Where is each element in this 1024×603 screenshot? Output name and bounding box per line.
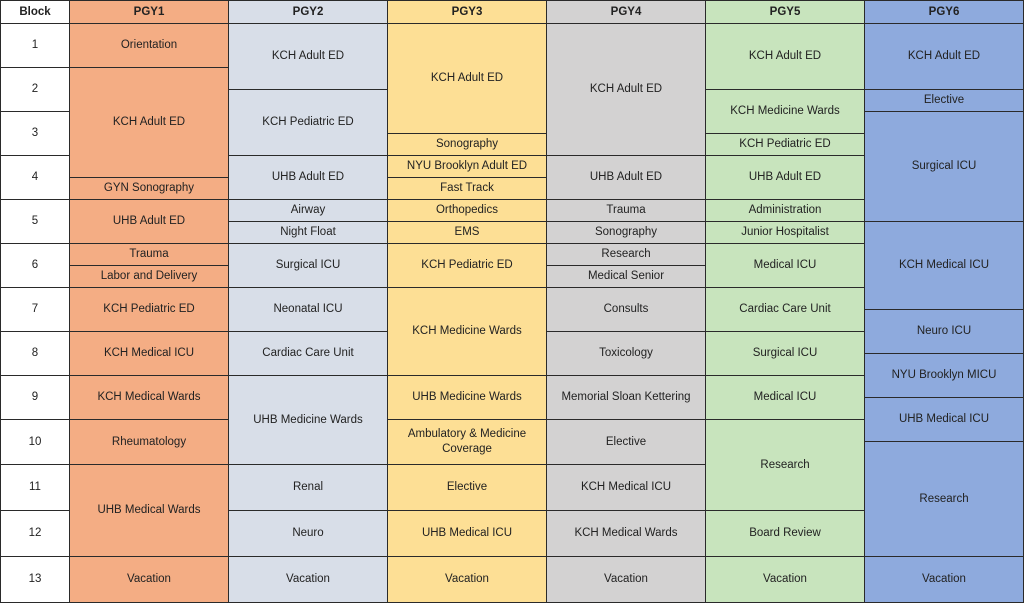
pgy5-rotation: Surgical ICU — [705, 331, 865, 376]
pgy3-rotation: Orthopedics — [387, 199, 547, 222]
pgy2-rotation: Renal — [228, 464, 388, 511]
pgy1-rotation: Labor and Delivery — [69, 265, 229, 288]
pgy4-rotation: Toxicology — [546, 331, 706, 376]
pgy6-rotation: KCH Medical ICU — [864, 221, 1024, 310]
header-pgy4: PGY4 — [546, 0, 706, 24]
pgy6-rotation: Research — [864, 441, 1024, 557]
block-number: 5 — [0, 199, 70, 244]
header-pgy5: PGY5 — [705, 0, 865, 24]
pgy2-rotation: Cardiac Care Unit — [228, 331, 388, 376]
pgy2-rotation: Night Float — [228, 221, 388, 244]
block-number: 1 — [0, 23, 70, 68]
block-number: 6 — [0, 243, 70, 288]
pgy3-rotation: Ambulatory & Medicine Coverage — [387, 419, 547, 465]
pgy1-rotation: Vacation — [69, 556, 229, 603]
block-number: 7 — [0, 287, 70, 332]
block-number: 9 — [0, 375, 70, 420]
pgy1-rotation: Trauma — [69, 243, 229, 266]
pgy4-rotation: Trauma — [546, 199, 706, 222]
pgy4-rotation: Vacation — [546, 556, 706, 603]
pgy6-rotation: Elective — [864, 89, 1024, 112]
block-number: 12 — [0, 510, 70, 557]
pgy4-rotation: KCH Medical Wards — [546, 510, 706, 557]
pgy4-rotation: Research — [546, 243, 706, 266]
pgy2-rotation: Airway — [228, 199, 388, 222]
pgy1-rotation: Rheumatology — [69, 419, 229, 465]
pgy4-rotation: Medical Senior — [546, 265, 706, 288]
pgy3-rotation: EMS — [387, 221, 547, 244]
pgy5-rotation: Board Review — [705, 510, 865, 557]
pgy6-rotation: Surgical ICU — [864, 111, 1024, 222]
pgy3-rotation: UHB Medical ICU — [387, 510, 547, 557]
pgy3-rotation: KCH Adult ED — [387, 23, 547, 134]
pgy6-rotation: KCH Adult ED — [864, 23, 1024, 90]
pgy6-rotation: Vacation — [864, 556, 1024, 603]
pgy1-rotation: KCH Pediatric ED — [69, 287, 229, 332]
pgy2-rotation: UHB Medicine Wards — [228, 375, 388, 465]
pgy4-rotation: Consults — [546, 287, 706, 332]
block-number: 13 — [0, 556, 70, 603]
pgy3-rotation: NYU Brooklyn Adult ED — [387, 155, 547, 178]
pgy5-rotation: Vacation — [705, 556, 865, 603]
pgy5-rotation: KCH Medicine Wards — [705, 89, 865, 134]
pgy5-rotation: Medical ICU — [705, 243, 865, 288]
pgy6-rotation: Neuro ICU — [864, 309, 1024, 354]
pgy4-rotation: Sonography — [546, 221, 706, 244]
block-number: 10 — [0, 419, 70, 465]
block-number: 11 — [0, 464, 70, 511]
pgy4-rotation: KCH Medical ICU — [546, 464, 706, 511]
pgy2-rotation: UHB Adult ED — [228, 155, 388, 200]
pgy4-rotation: KCH Adult ED — [546, 23, 706, 156]
pgy5-rotation: KCH Adult ED — [705, 23, 865, 90]
pgy5-rotation: Cardiac Care Unit — [705, 287, 865, 332]
header-pgy3: PGY3 — [387, 0, 547, 24]
pgy4-rotation: UHB Adult ED — [546, 155, 706, 200]
pgy6-rotation: UHB Medical ICU — [864, 397, 1024, 442]
header-pgy6: PGY6 — [864, 0, 1024, 24]
pgy6-rotation: NYU Brooklyn MICU — [864, 353, 1024, 398]
pgy5-rotation: Administration — [705, 199, 865, 222]
pgy3-rotation: Elective — [387, 464, 547, 511]
pgy1-rotation: Orientation — [69, 23, 229, 68]
pgy1-rotation: KCH Medical ICU — [69, 331, 229, 376]
pgy2-rotation: KCH Adult ED — [228, 23, 388, 90]
pgy5-rotation: KCH Pediatric ED — [705, 133, 865, 156]
block-number: 8 — [0, 331, 70, 376]
pgy2-rotation: Neuro — [228, 510, 388, 557]
pgy5-rotation: Medical ICU — [705, 375, 865, 420]
pgy1-rotation: UHB Adult ED — [69, 199, 229, 244]
pgy4-rotation: Elective — [546, 419, 706, 465]
pgy2-rotation: Surgical ICU — [228, 243, 388, 288]
pgy3-rotation: KCH Pediatric ED — [387, 243, 547, 288]
block-number: 4 — [0, 155, 70, 200]
header-pgy2: PGY2 — [228, 0, 388, 24]
pgy2-rotation: KCH Pediatric ED — [228, 89, 388, 156]
header-block: Block — [0, 0, 70, 24]
pgy1-rotation: KCH Medical Wards — [69, 375, 229, 420]
pgy5-rotation: UHB Adult ED — [705, 155, 865, 200]
pgy3-rotation: Sonography — [387, 133, 547, 156]
pgy5-rotation: Research — [705, 419, 865, 511]
header-pgy1: PGY1 — [69, 0, 229, 24]
pgy3-rotation: Vacation — [387, 556, 547, 603]
pgy4-rotation: Memorial Sloan Kettering — [546, 375, 706, 420]
pgy3-rotation: Fast Track — [387, 177, 547, 200]
pgy1-rotation: UHB Medical Wards — [69, 464, 229, 557]
pgy5-rotation: Junior Hospitalist — [705, 221, 865, 244]
pgy1-rotation: KCH Adult ED — [69, 67, 229, 178]
pgy1-rotation: GYN Sonography — [69, 177, 229, 200]
block-number: 2 — [0, 67, 70, 112]
pgy3-rotation: UHB Medicine Wards — [387, 375, 547, 420]
pgy3-rotation: KCH Medicine Wards — [387, 287, 547, 376]
pgy2-rotation: Neonatal ICU — [228, 287, 388, 332]
pgy2-rotation: Vacation — [228, 556, 388, 603]
block-number: 3 — [0, 111, 70, 156]
